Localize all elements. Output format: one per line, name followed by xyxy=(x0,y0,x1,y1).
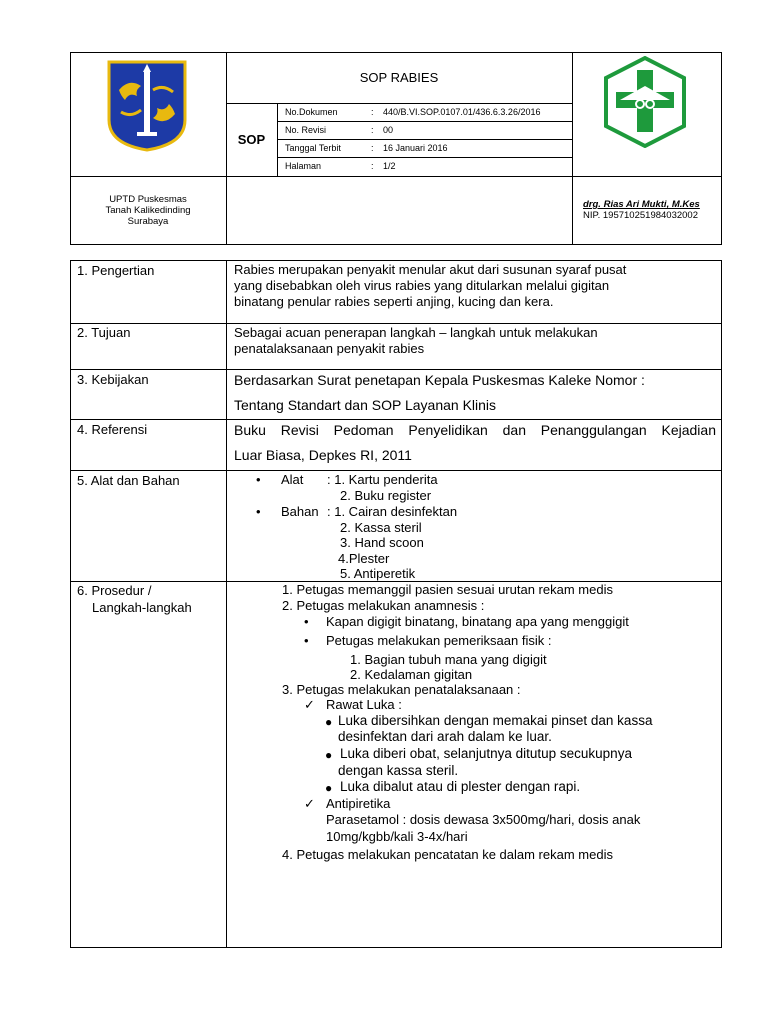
section-label-alat: 5. Alat dan Bahan xyxy=(77,473,180,488)
section-text-pengertian: Rabies merupakan penyakit menular akut dari susunan syaraf pusat yang disebabkan oleh virus rabies yang ditularkan melalui gigitan binatang penular rabies seperti anjing, kucing dan kera. xyxy=(234,262,627,309)
section-text-tujuan: Sebagai acuan penerapan langkah – langkah untuk melakukan penatalaksanaan penyakit rabies xyxy=(234,325,598,356)
section-label-pengertian: 1. Pengertian xyxy=(77,263,155,278)
dot-icon: ● xyxy=(325,715,333,729)
city-emblem-logo xyxy=(107,60,187,152)
org-name: UPTD Puskesmas Tanah Kalikedinding Surabaya xyxy=(105,194,191,227)
bullet-icon: • xyxy=(304,633,309,648)
alat-list: • Alat : 1. Kartu penderita 2. Buku register • Bahan : 1. Cairan desinfektan 2. Kassa steril 3. Hand scoon 4.Plester 5. Antiperetik xyxy=(256,472,458,581)
section-text-referensi: Buku Revisi Pedoman Penyelidikan dan Penanggulangan Kejadian Luar Biasa, Depkes RI, 2011 xyxy=(234,422,716,463)
signer-nip: NIP. 195710251984032002 xyxy=(583,210,698,221)
section-label-referensi: 4. Referensi xyxy=(77,422,148,437)
bullet-icon: • xyxy=(256,504,261,519)
dot-icon: ● xyxy=(325,748,333,762)
bullet-icon: • xyxy=(304,614,309,629)
dot-icon: ● xyxy=(325,781,333,795)
signer-name: drg. Rias Ari Mukti, M.Kes xyxy=(583,199,700,210)
puskesmas-logo xyxy=(604,56,686,148)
check-icon: ✓ xyxy=(304,697,315,712)
bullet-icon: • xyxy=(256,472,261,487)
section-label-prosedur: 6. Prosedur / Langkah-langkah xyxy=(77,583,192,615)
section-text-kebijakan: Berdasarkan Surat penetapan Kepala Puskesmas Kaleke Nomor : Tentang Standart dan SOP Layanan Klinis xyxy=(234,372,645,413)
document-title: SOP RABIES xyxy=(359,70,439,85)
sop-label: SOP xyxy=(237,132,266,147)
section-label-kebijakan: 3. Kebijakan xyxy=(77,372,149,387)
check-icon: ✓ xyxy=(304,796,315,811)
prosedur-steps: 1. Petugas memanggil pasien sesuai urutan rekam medis 2. Petugas melakukan anamnesis : • Kapan digigit binatang, binatang apa yang menggigit • Petugas melakukan pemeriksaan fisik : 1. Bagian tubuh mana yang digigit 2. Kedalaman gigitan 3. Petugas melakukan penatalaksanaan : ✓ Rawat Luka : ● Luka dibersihkan dengan memakai pinset dan kassa desinfektan dari arah dalam ke luar. ● Luka diberi obat, selanjutnya ditutup secukupnya dengan kassa steril. ● Luka dibalut atau di plester dengan rapi. ✓ Antipiretika Parasetamol : dosis dewasa 3x500mg/hari, dosis anak 10mg/kgbb/kali 3-4x/hari 4. Petugas melakukan pencatatan ke dalam rekam medis xyxy=(282,582,653,862)
section-label-tujuan: 2. Tujuan xyxy=(77,325,131,340)
